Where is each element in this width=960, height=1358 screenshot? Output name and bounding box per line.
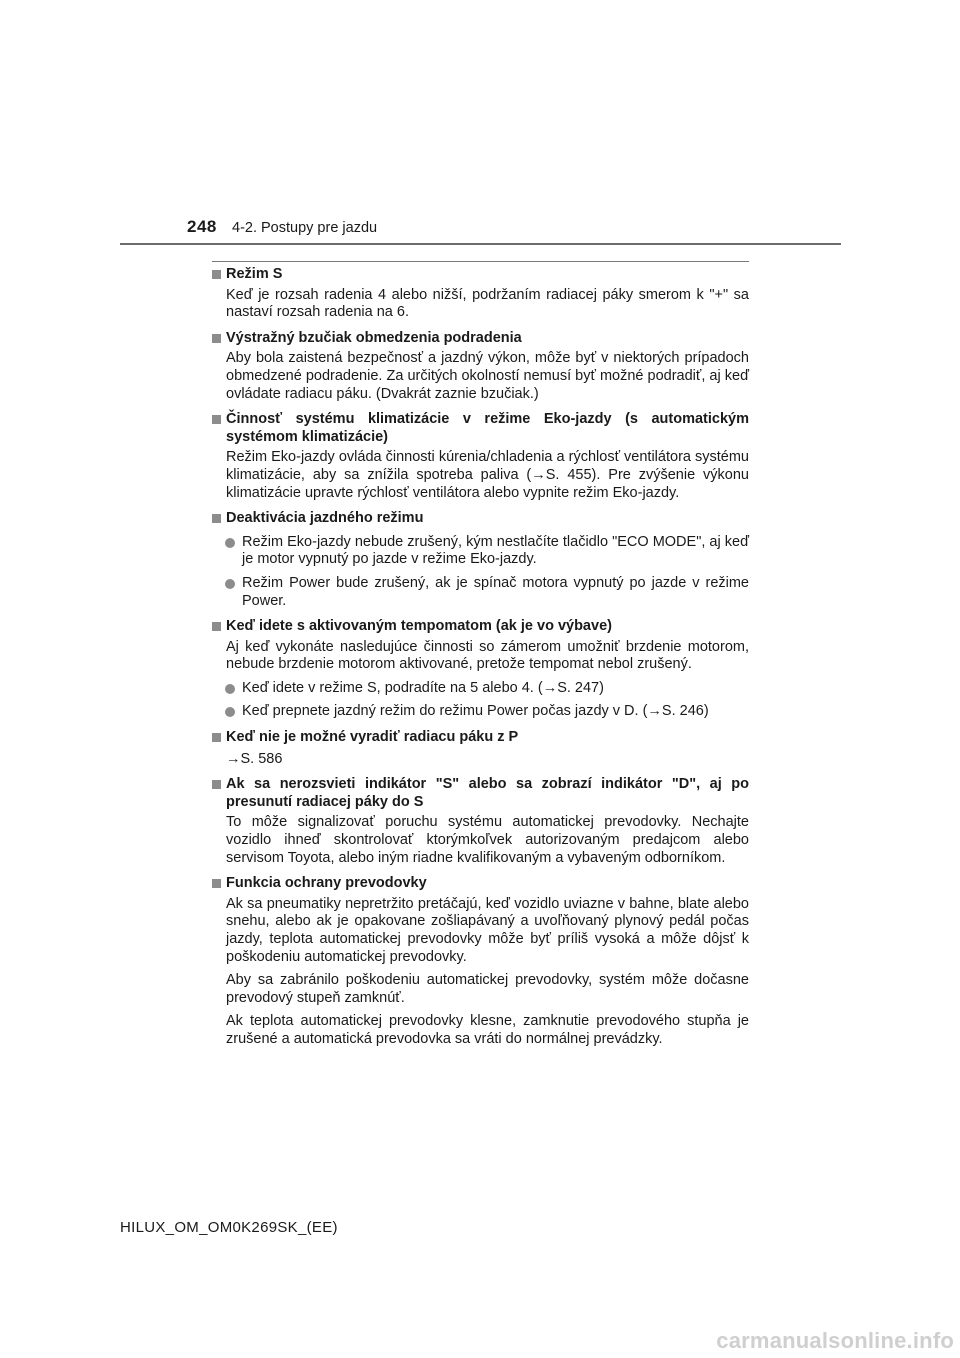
- square-bullet-icon: [212, 733, 221, 742]
- section-heading-text: Režim S: [226, 266, 283, 282]
- section-heading-text: Keď idete s aktivovaným tempomatom (ak je vo výbave): [226, 618, 612, 635]
- square-bullet-icon: [212, 270, 221, 279]
- paragraph: To môže signalizovať poruchu systému automatickej prevodovky. Nechajte vozidlo ihneď skontrolovať ktorýmkoľvek autorizovaným predajcom alebo servisom Toyota, alebo iným riadne kvalifikovaným a vybaveným odborníkom.: [226, 814, 749, 866]
- circle-bullet-icon: [225, 707, 235, 717]
- paragraph: Režim Eko-jazdy ovláda činnosti kúrenia/chladenia a rýchlosť ventilátora systému klimatizácie, aby sa znížila spotreba paliva (→S. 455). Pre zvýšenie výkonu klimatizácie upravte rýchlosť ventilátora alebo vypnite režim Eko-jazdy.: [226, 449, 749, 501]
- section-heading-text: Činnosť systému klimatizácie v režime Eko-jazdy (s automatickým systémom klimatizácie): [226, 411, 749, 445]
- paragraph: Keď je rozsah radenia 4 alebo nižší, podržaním radiacej páky smerom k "+" sa nastaví rozsah radenia na 6.: [226, 286, 749, 321]
- square-bullet-icon: [212, 780, 221, 789]
- list-item: [212, 534, 749, 569]
- square-bullet-icon: [212, 415, 221, 424]
- page-header: [0, 0, 960, 250]
- section-heading: [212, 875, 749, 893]
- circle-bullet-icon: [225, 684, 235, 694]
- content-top-rule: [212, 261, 749, 262]
- section-heading: [212, 729, 749, 747]
- list-item: [212, 680, 749, 698]
- document-id: HILUX_OM_OM0K269SK_(EE): [120, 1219, 338, 1236]
- section-mode-deactivation: [212, 510, 749, 610]
- section-heading: [212, 510, 749, 528]
- section-heading: [212, 330, 749, 348]
- section-heading-text: Deaktivácia jazdného režimu: [226, 510, 424, 527]
- circle-bullet-icon: [225, 538, 235, 548]
- list-item: [212, 703, 749, 721]
- section-cruise-control: [212, 618, 749, 721]
- page-content: [212, 264, 749, 1049]
- paragraph: Ak teplota automatickej prevodovky klesne, zamknutie prevodového stupňa je zrušené a automatická prevodovka sa vráti do normálnej prevádzky.: [226, 1013, 749, 1047]
- section-heading-text: Výstražný bzučiak obmedzenia podradenia: [226, 329, 522, 346]
- section-transmission-protection: [212, 875, 749, 1048]
- paragraph: Aby sa zabránilo poškodeniu automatickej prevodovky, systém môže dočasne prevodový stupeň zamknúť.: [226, 972, 749, 1006]
- section-title: 4-2. Postupy pre jazdu: [232, 220, 378, 236]
- section-downshift-buzzer: [212, 330, 749, 403]
- list-item-text: Režim Power bude zrušený, ak je spínač motora vypnutý po jazde v režime Power.: [242, 574, 749, 609]
- paragraph: Aj keď vykonáte nasledujúce činnosti so zámerom umožniť brzdenie motorom, nebude brzdenie motorom aktivované, pretože tempomat nebol zrušený.: [226, 638, 749, 673]
- section-heading-text: Keď nie je možné vyradiť radiacu páku z P: [226, 729, 519, 746]
- circle-bullet-icon: [225, 579, 235, 589]
- section-shift-lever-p: [212, 729, 749, 768]
- square-bullet-icon: [212, 514, 221, 523]
- section-heading: [212, 411, 749, 446]
- square-bullet-icon: [212, 622, 221, 631]
- list-item-text: Keď idete v režime S, podradíte na 5 alebo 4. (→S. 247): [242, 679, 604, 696]
- section-rezim-s: [212, 266, 749, 322]
- list-item: [212, 575, 749, 610]
- section-heading-text: Funkcia ochrany prevodovky: [226, 875, 427, 892]
- section-heading-text: Ak sa nerozsvieti indikátor "S" alebo sa zobrazí indikátor "D", aj po presunutí radiacej páky do S: [226, 776, 749, 810]
- list-item-text: Keď prepnete jazdný režim do režimu Power počas jazdy v D. (→S. 246): [242, 703, 709, 720]
- paragraph: Aby bola zaistená bezpečnosť a jazdný výkon, môže byť v niektorých prípadoch obmedzené podradenie. Za určitých okolností nemusí byť možné podradiť, aj keď ovládate radiacu páku. (Dvakrát zaznie bzučiak.): [226, 350, 749, 402]
- section-heading: [212, 776, 749, 811]
- page-reference: →S. 586: [226, 750, 283, 767]
- section-s-indicator: [212, 776, 749, 867]
- section-eco-climate: [212, 411, 749, 502]
- section-heading: [212, 266, 749, 284]
- watermark: carmanualsonline.info: [716, 1328, 954, 1353]
- section-heading: [212, 618, 749, 636]
- square-bullet-icon: [212, 334, 221, 343]
- paragraph: Ak sa pneumatiky nepretržito pretáčajú, keď vozidlo uviazne v bahne, blate alebo snehu, alebo ak je opakovane zošliapávaný a uvoľňovaný plynový pedál počas jazdy, teplota automatickej prevodovky môže byť príliš vysoká a môže dôjsť k poškodeniu automatickej prevodovky.: [226, 895, 749, 965]
- page-number: 248: [187, 217, 217, 236]
- header-rule: [120, 243, 841, 245]
- square-bullet-icon: [212, 879, 221, 888]
- list-item-text: Režim Eko-jazdy nebude zrušený, kým nestlačíte tlačidlo "ECO MODE", aj keď je motor vypnutý po jazde v režime Eko-jazdy.: [242, 533, 749, 568]
